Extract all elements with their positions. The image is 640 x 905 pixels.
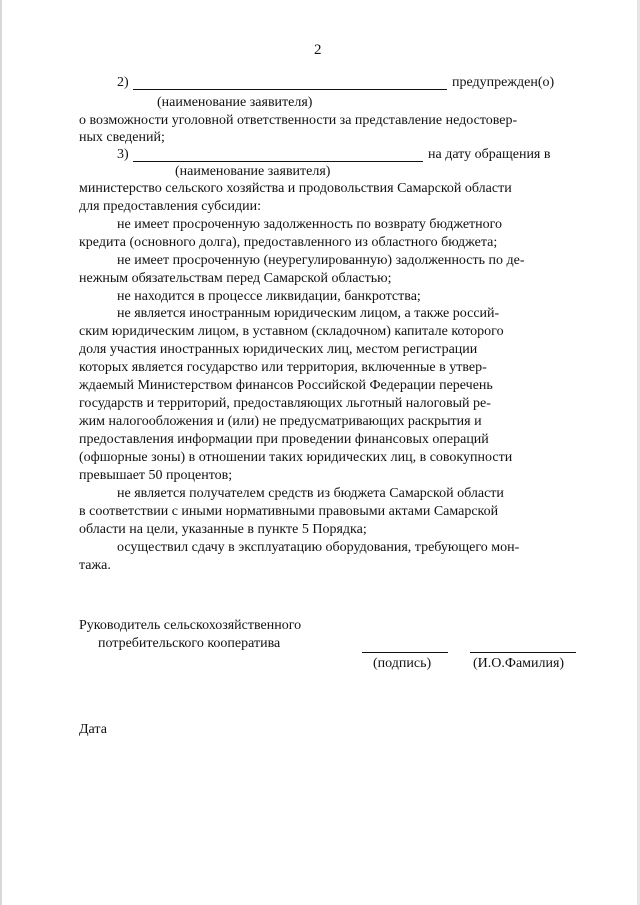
item3-caption: (наименование заявителя) [175,164,331,179]
condition-4-line-2: ским юридическим лицом, в уставном (складочном) капитале которого [79,324,504,339]
condition-4-line-6: государств и территорий, предоставляющих льготный налоговый ре- [79,396,491,411]
condition-4-line-5: ждаемый Министерством финансов Российской Федерации перечень [79,378,493,393]
condition-4-line-7: жим налогообложения и (или) не предусматривающих раскрытия и [79,414,482,429]
item3-text-line1: министерство сельского хозяйства и продовольствия Самарской области [79,181,512,196]
condition-4-line-9: (офшорные зоны) в отношении таких юридических лиц, в совокупности [79,450,513,465]
name-caption: (И.О.Фамилия) [473,656,565,671]
page-left-edge [0,0,2,905]
condition-4-line-1: не является иностранным юридическим лицом, а также россий- [117,306,500,321]
item3-text-line2: для предоставления субсидии: [79,199,261,214]
condition-5-line-2: в соответствии с иными нормативными правовыми актами Самарской [79,504,499,519]
condition-5-line-3: области на цели, указанные в пункте 5 Порядка; [79,522,367,537]
condition-3-line-1: не находится в процессе ликвидации, банкротства; [117,289,421,304]
item2-text-line2: ных сведений; [79,130,165,145]
item2-suffix: предупрежден(о) [452,75,555,90]
item2-applicant-blank [133,89,447,90]
condition-1-line-1: не имеет просроченную задолженность по возврату бюджетного [117,217,503,232]
condition-1-line-2: кредита (основного долга), предоставленного из областного бюджета; [79,235,498,250]
item2-caption: (наименование заявителя) [157,95,313,110]
condition-4-line-8: предоставления информации при проведении финансовых операций [79,432,489,447]
item2-text-line1-text: о возможности уголовной ответственности за представление недостовер- [79,113,518,128]
condition-6-line-2: тажа. [79,558,111,573]
signature-line [362,652,448,653]
item3-suffix: на дату обращения в [428,147,551,162]
name-line [470,652,576,653]
page-number: 2 [314,42,322,58]
item3-applicant-blank [133,161,423,162]
condition-2-line-1: не имеет просроченную (неурегулированную) задолженность по де- [117,253,525,268]
condition-2-line-2: нежным обязательствам перед Самарской областью; [79,271,392,286]
condition-6-line-1: осуществил сдачу в эксплуатацию оборудования, требующего мон- [117,540,520,555]
signature-title-line1: Руководитель сельскохозяйственного [79,618,302,633]
condition-4-line-4: которых является государство или территория, включенные в утвер- [79,360,487,375]
item3-number: 3) [117,147,129,162]
item2-text-line1 [79,113,562,129]
condition-4-line-3: доля участия иностранных юридических лиц, местом регистрации [79,342,478,357]
condition-4-line-10: превышает 50 процентов; [79,468,233,483]
condition-5-line-1: не является получателем средств из бюджета Самарской области [117,486,504,501]
signature-caption: (подпись) [373,656,432,671]
date-label: Дата [79,722,107,737]
signature-title-line2: потребительского кооператива [98,636,281,651]
item2-number: 2) [117,75,129,90]
